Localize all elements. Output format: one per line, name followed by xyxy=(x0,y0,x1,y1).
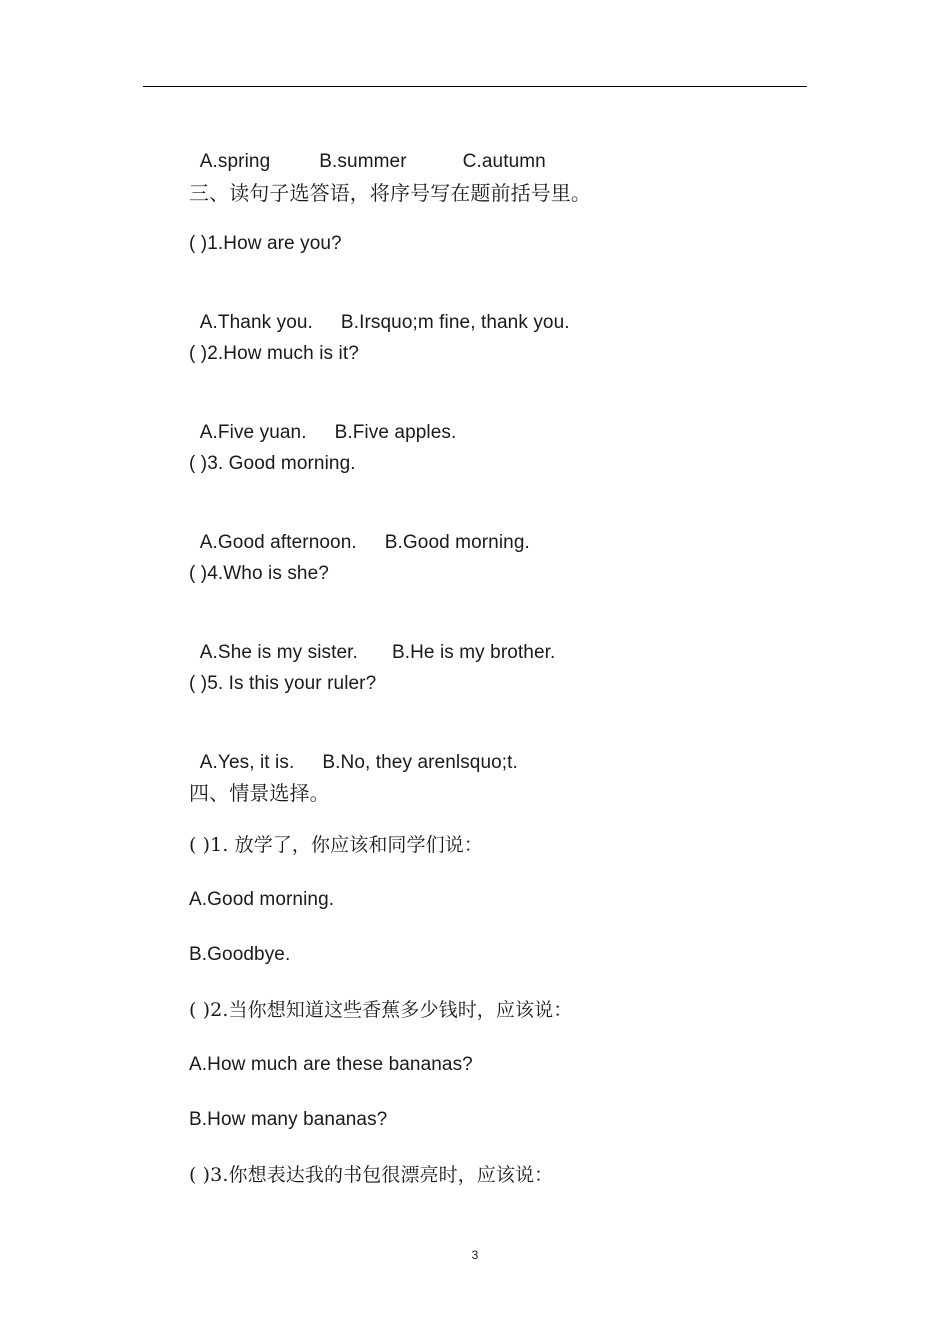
answer-options-3 xyxy=(189,507,530,555)
answer-options-5 xyxy=(189,727,518,775)
option-a: A.Thank you. xyxy=(199,312,313,333)
option-b: B.He is my brother. xyxy=(391,642,556,663)
question-5: ( )5. Is this your ruler? xyxy=(189,673,377,694)
answer-options-4 xyxy=(189,617,555,665)
scenario-question-2: ( )2.当你想知道这些香蕉多少钱时，应该说： xyxy=(189,999,573,1021)
option-c: C.autumn xyxy=(462,151,546,172)
option-b: B.No, they arenlsquo;t. xyxy=(322,752,518,773)
header-rule xyxy=(143,86,807,87)
option-b: B.Irsquo;m fine, thank you. xyxy=(340,312,570,333)
question-3: ( )3. Good morning. xyxy=(189,453,356,474)
scenario-option-2b: B.How many bananas? xyxy=(189,1109,388,1130)
answer-options-2 xyxy=(189,397,456,445)
option-a: A.spring xyxy=(199,151,271,172)
scenario-option-1b: B.Goodbye. xyxy=(189,944,291,965)
section-four-heading: 四、情景选择。 xyxy=(189,781,330,805)
scenario-option-2a: A.How much are these bananas? xyxy=(189,1054,473,1075)
option-b: B.summer xyxy=(319,151,407,172)
question-1: ( )1.How are you? xyxy=(189,233,342,254)
season-options xyxy=(189,126,546,174)
option-b: B.Good morning. xyxy=(384,532,530,553)
scenario-question-3: ( )3.你想表达我的书包很漂亮时，应该说： xyxy=(189,1164,554,1186)
question-2: ( )2.How much is it? xyxy=(189,343,359,364)
scenario-option-1a: A.Good morning. xyxy=(189,889,335,910)
answer-options-1 xyxy=(189,287,570,335)
option-a: A.Good afternoon. xyxy=(199,532,357,553)
section-three-heading: 三、读句子选答语，将序号写在题前括号里。 xyxy=(189,181,591,205)
option-a: A.She is my sister. xyxy=(199,642,358,663)
option-a: A.Yes, it is. xyxy=(199,752,295,773)
option-b: B.Five apples. xyxy=(334,422,457,443)
page-number: 3 xyxy=(471,1248,479,1262)
question-4: ( )4.Who is she? xyxy=(189,563,329,584)
scenario-question-1: ( )1. 放学了，你应该和同学们说： xyxy=(189,834,483,856)
option-a: A.Five yuan. xyxy=(199,422,307,443)
